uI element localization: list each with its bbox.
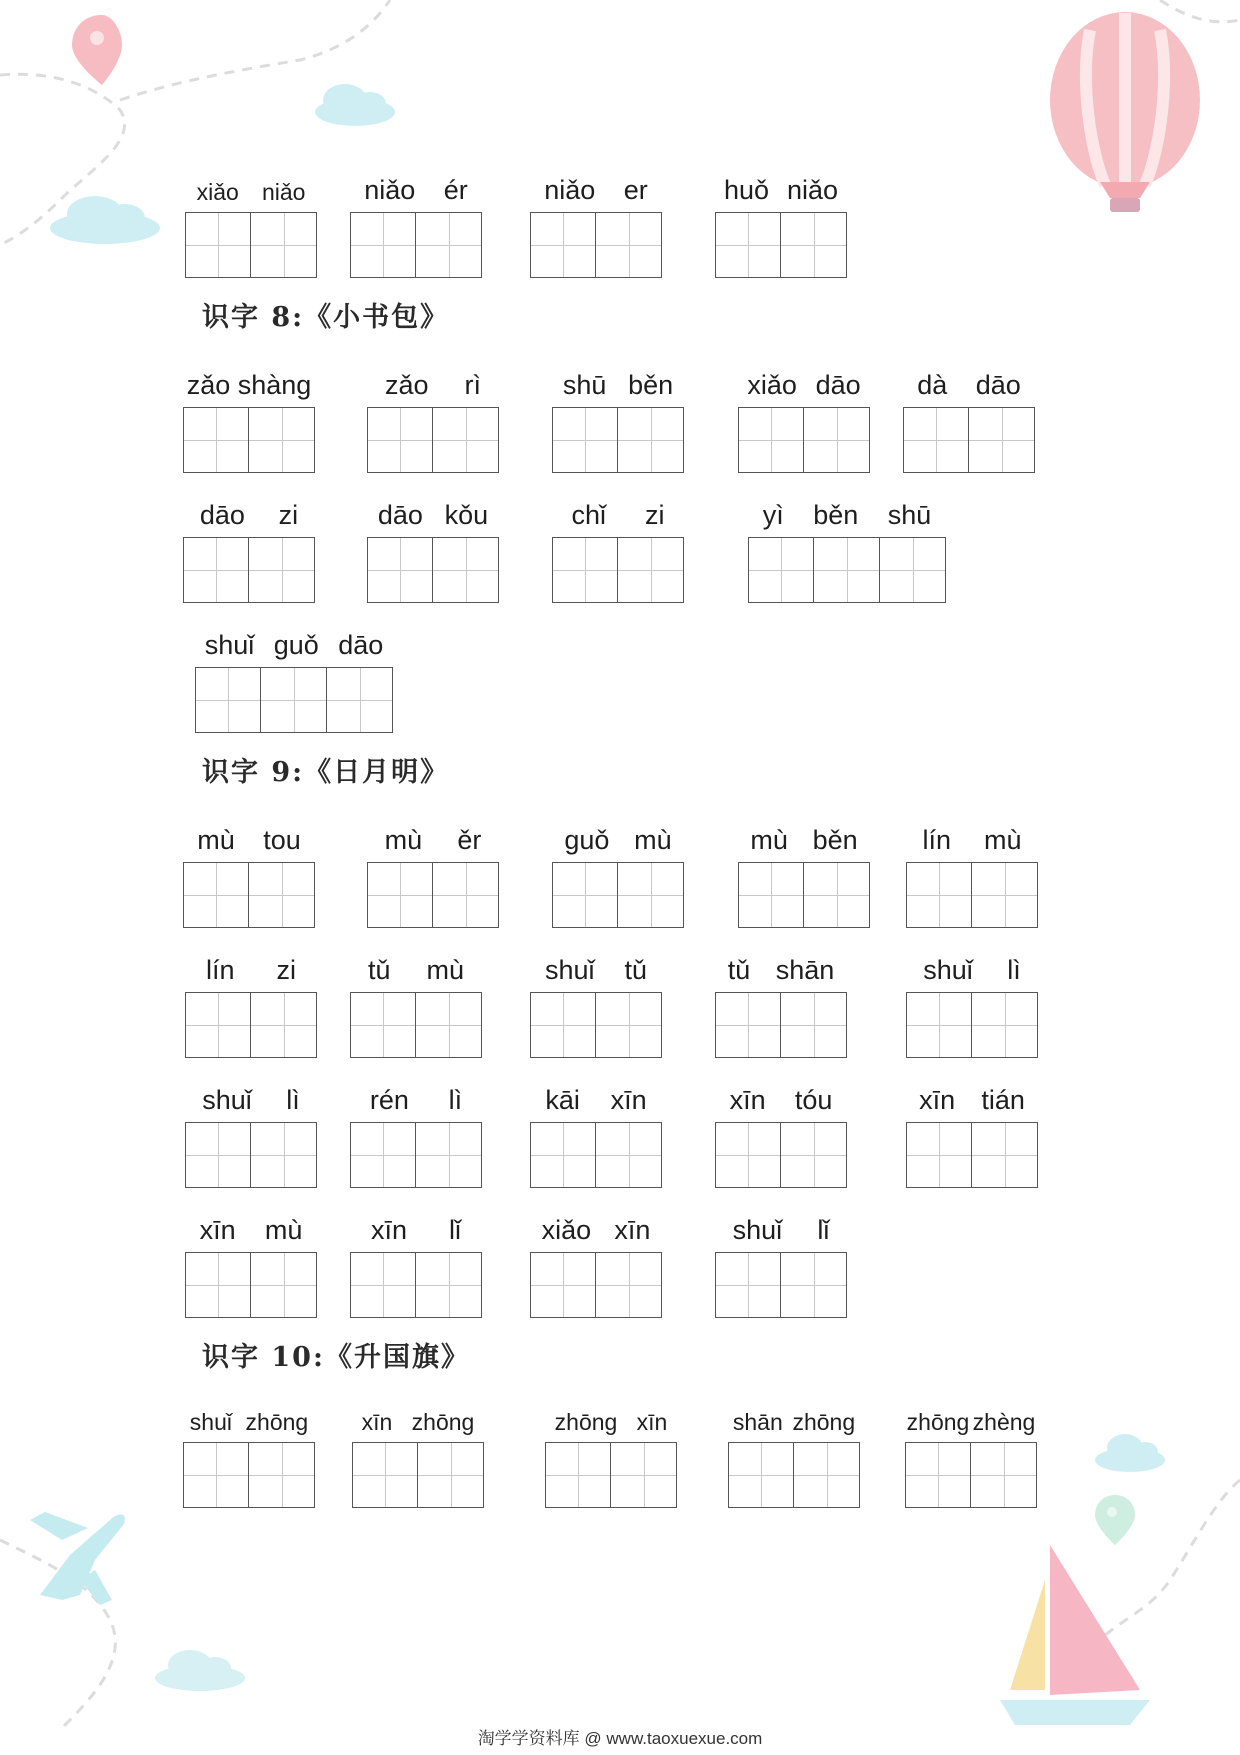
character-boxes — [545, 1442, 677, 1508]
pinyin-syllable: xīn — [610, 1085, 647, 1115]
character-boxes — [728, 1442, 860, 1508]
pinyin-syllable: zǎo — [186, 370, 231, 400]
word-item — [185, 1080, 317, 1190]
tianzige-writing-box[interactable] — [251, 1122, 317, 1188]
character-boxes — [185, 992, 317, 1058]
pinyin-syllable: ér — [443, 175, 468, 205]
tianzige-writing-box[interactable] — [814, 537, 880, 603]
word-item — [185, 170, 317, 280]
tianzige-writing-box[interactable] — [418, 1442, 484, 1508]
tianzige-writing-box[interactable] — [416, 1122, 482, 1188]
tianzige-writing-box[interactable] — [715, 992, 781, 1058]
word-item — [183, 1400, 315, 1510]
tianzige-writing-box[interactable] — [552, 537, 618, 603]
character-boxes — [183, 1442, 315, 1508]
pinyin-syllable: xīn — [199, 1215, 236, 1245]
word-item — [530, 170, 662, 280]
pinyin-syllable: tǔ — [624, 955, 648, 985]
tianzige-writing-box[interactable] — [905, 1442, 971, 1508]
word-item — [350, 170, 482, 280]
pinyin-row — [183, 820, 315, 856]
character-boxes — [552, 407, 684, 473]
cloud-icon — [1095, 1434, 1165, 1472]
tianzige-writing-box[interactable] — [596, 212, 662, 278]
tianzige-writing-box[interactable] — [350, 1252, 416, 1318]
pinyin-syllable: dāo — [815, 370, 861, 400]
pinyin-row — [552, 820, 684, 856]
character-boxes — [183, 407, 315, 473]
pinyin-syllable: dāo — [377, 500, 423, 530]
pinyin-syllable: er — [623, 175, 648, 205]
character-boxes — [552, 862, 684, 928]
tianzige-writing-box[interactable] — [903, 407, 969, 473]
tianzige-writing-box[interactable] — [183, 407, 249, 473]
pinyin-syllable: xīn — [370, 1215, 408, 1245]
pinyin-syllable: mù — [197, 825, 235, 855]
tianzige-writing-box[interactable] — [185, 212, 251, 278]
character-boxes — [715, 1122, 847, 1188]
pinyin-syllable: shuǐ — [189, 1409, 232, 1435]
character-boxes — [183, 537, 315, 603]
pinyin-syllable: niǎo — [364, 175, 416, 205]
character-boxes — [350, 212, 482, 278]
pinyin-syllable: lǐ — [817, 1215, 830, 1245]
pinyin-syllable: shū — [562, 370, 607, 400]
tianzige-writing-box[interactable] — [367, 862, 433, 928]
character-boxes — [530, 212, 662, 278]
location-pin-icon — [72, 15, 122, 85]
pinyin-syllable: lín — [922, 825, 952, 855]
tianzige-writing-box[interactable] — [416, 212, 482, 278]
pinyin-syllable: niǎo — [786, 175, 839, 205]
pinyin-syllable: dāo — [338, 630, 384, 660]
tianzige-writing-box[interactable] — [251, 1252, 317, 1318]
tianzige-writing-box[interactable] — [748, 537, 814, 603]
pinyin-syllable: dāo — [199, 500, 245, 530]
word-item — [183, 365, 315, 475]
pinyin-row — [185, 1080, 317, 1116]
character-boxes — [906, 862, 1038, 928]
word-item — [906, 1080, 1038, 1190]
pinyin-row — [185, 1210, 317, 1246]
tianzige-writing-box[interactable] — [552, 862, 618, 928]
pinyin-syllable: guǒ — [564, 825, 610, 855]
pinyin-syllable: mù — [750, 825, 788, 855]
section-title: 识字 10:《升国旗》 — [202, 1342, 470, 1373]
word-item — [352, 1400, 484, 1510]
tianzige-writing-box[interactable] — [715, 1122, 781, 1188]
tianzige-writing-box[interactable] — [781, 1252, 847, 1318]
word-item — [715, 1210, 847, 1320]
word-item — [185, 950, 317, 1060]
pinyin-syllable: lì — [1007, 955, 1021, 985]
pinyin-row — [530, 950, 662, 986]
pinyin-syllable: chǐ — [571, 500, 606, 530]
character-boxes — [183, 862, 315, 928]
pinyin-syllable: xīn — [361, 1409, 393, 1435]
character-boxes — [530, 992, 662, 1058]
airplane-icon — [30, 1512, 125, 1605]
pinyin-syllable: shān — [775, 955, 835, 985]
word-item — [530, 1210, 662, 1320]
dashed-path-top-right — [1160, 0, 1240, 22]
pinyin-row — [367, 820, 499, 856]
word-item — [552, 495, 684, 605]
character-boxes — [906, 992, 1038, 1058]
tianzige-writing-box[interactable] — [433, 862, 499, 928]
pinyin-row — [906, 1080, 1038, 1116]
pinyin-row — [738, 820, 870, 856]
pinyin-syllable: shuǐ — [544, 955, 595, 985]
cloud-icon — [50, 196, 160, 244]
pinyin-row — [728, 1400, 860, 1436]
pinyin-syllable: shuǐ — [923, 955, 973, 985]
pinyin-syllable: mù — [264, 1215, 303, 1245]
tianzige-writing-box[interactable] — [618, 407, 684, 473]
character-boxes — [350, 1122, 482, 1188]
word-item — [903, 365, 1035, 475]
tianzige-writing-box[interactable] — [804, 862, 870, 928]
pinyin-syllable: mù — [384, 825, 423, 855]
pinyin-syllable: mù — [426, 955, 464, 985]
pinyin-syllable: tǔ — [727, 955, 751, 985]
pinyin-row — [352, 1400, 484, 1436]
tianzige-writing-box[interactable] — [327, 667, 393, 733]
tianzige-writing-box[interactable] — [781, 212, 847, 278]
character-boxes — [903, 407, 1035, 473]
tianzige-writing-box[interactable] — [185, 1122, 251, 1188]
pinyin-syllable: zhōng — [411, 1409, 475, 1435]
pinyin-row — [530, 1210, 662, 1246]
character-boxes — [530, 1122, 662, 1188]
character-boxes — [906, 1122, 1038, 1188]
character-boxes — [715, 212, 847, 278]
pinyin-syllable: běn — [812, 825, 858, 855]
tianzige-writing-box[interactable] — [352, 1442, 418, 1508]
pinyin-row — [183, 1400, 315, 1436]
word-item — [738, 365, 870, 475]
pinyin-syllable: tóu — [794, 1085, 833, 1115]
character-boxes — [552, 537, 684, 603]
word-item — [367, 820, 499, 930]
character-boxes — [530, 1252, 662, 1318]
pinyin-syllable: mù — [634, 825, 672, 855]
character-boxes — [748, 537, 946, 603]
pinyin-syllable: xīn — [919, 1085, 956, 1115]
tianzige-writing-box[interactable] — [738, 407, 804, 473]
pinyin-row — [906, 820, 1038, 856]
section-title: 识字 9:《日月明》 — [202, 757, 450, 788]
pinyin-syllable: xīn — [636, 1409, 668, 1435]
tianzige-writing-box[interactable] — [781, 1122, 847, 1188]
pinyin-row — [185, 170, 317, 206]
pinyin-syllable: guǒ — [273, 630, 319, 660]
word-item — [715, 1080, 847, 1190]
character-boxes — [715, 992, 847, 1058]
tianzige-writing-box[interactable] — [545, 1442, 611, 1508]
word-item — [350, 950, 482, 1060]
word-item — [367, 365, 499, 475]
character-boxes — [738, 862, 870, 928]
sailboat-icon — [1000, 1545, 1150, 1725]
character-boxes — [185, 1122, 317, 1188]
character-boxes — [350, 992, 482, 1058]
tianzige-writing-box[interactable] — [728, 1442, 794, 1508]
pinyin-row — [748, 495, 946, 531]
pinyin-syllable: rì — [464, 370, 481, 400]
pinyin-row — [715, 1210, 847, 1246]
tianzige-writing-box[interactable] — [530, 212, 596, 278]
pinyin-row — [552, 365, 684, 401]
tianzige-writing-box[interactable] — [416, 992, 482, 1058]
pinyin-row — [738, 365, 870, 401]
character-boxes — [905, 1442, 1037, 1508]
pinyin-row — [195, 625, 393, 661]
pinyin-syllable: lín — [205, 955, 235, 985]
word-item — [715, 170, 847, 280]
pinyin-syllable: zǎo — [384, 370, 429, 400]
pinyin-syllable: zhōng — [906, 1409, 970, 1435]
pinyin-row — [545, 1400, 677, 1436]
character-boxes — [367, 537, 499, 603]
tianzige-writing-box[interactable] — [906, 1122, 972, 1188]
word-item — [905, 1400, 1037, 1510]
word-item — [738, 820, 870, 930]
tianzige-writing-box[interactable] — [596, 1252, 662, 1318]
tianzige-writing-box[interactable] — [433, 407, 499, 473]
tianzige-writing-box[interactable] — [195, 667, 261, 733]
tianzige-writing-box[interactable] — [185, 992, 251, 1058]
pinyin-syllable: shuǐ — [732, 1215, 783, 1245]
pinyin-row — [903, 365, 1035, 401]
word-item — [350, 1080, 482, 1190]
tianzige-writing-box[interactable] — [367, 407, 433, 473]
tianzige-writing-box[interactable] — [249, 407, 315, 473]
pinyin-syllable: rén — [369, 1085, 409, 1115]
word-item — [350, 1210, 482, 1320]
pinyin-row — [552, 495, 684, 531]
pinyin-syllable: huǒ — [723, 175, 770, 205]
pinyin-syllable: xīn — [614, 1215, 651, 1245]
pinyin-syllable: dà — [917, 370, 948, 400]
pinyin-row — [715, 170, 847, 206]
word-item — [183, 495, 315, 605]
pinyin-syllable: kāi — [545, 1085, 580, 1115]
character-boxes — [715, 1252, 847, 1318]
word-item — [728, 1400, 860, 1510]
word-item — [906, 820, 1038, 930]
pinyin-row — [905, 1400, 1037, 1436]
tianzige-writing-box[interactable] — [596, 992, 662, 1058]
pinyin-syllable: zi — [278, 500, 299, 530]
tianzige-writing-box[interactable] — [781, 992, 847, 1058]
pinyin-syllable: kǒu — [444, 500, 489, 530]
pinyin-syllable: shuǐ — [202, 1085, 252, 1115]
pinyin-row — [185, 950, 317, 986]
pinyin-syllable: xiǎo — [747, 370, 797, 400]
tianzige-writing-box[interactable] — [618, 537, 684, 603]
tianzige-writing-box[interactable] — [906, 992, 972, 1058]
section-title: 识字 8:《小书包》 — [202, 302, 450, 333]
pinyin-syllable: yì — [762, 500, 784, 530]
tianzige-writing-box[interactable] — [906, 862, 972, 928]
pinyin-syllable: xīn — [729, 1085, 766, 1115]
character-boxes — [185, 1252, 317, 1318]
dashed-path-bottom-left — [0, 1540, 115, 1730]
tianzige-writing-box[interactable] — [350, 1122, 416, 1188]
word-item — [552, 365, 684, 475]
character-boxes — [185, 212, 317, 278]
tianzige-writing-box[interactable] — [251, 212, 317, 278]
character-boxes — [195, 667, 393, 733]
pinyin-row — [530, 1080, 662, 1116]
pinyin-syllable: dāo — [975, 370, 1021, 400]
pinyin-row — [906, 950, 1038, 986]
tianzige-writing-box[interactable] — [183, 1442, 249, 1508]
pinyin-syllable: shān — [732, 1409, 783, 1435]
cloud-icon — [315, 84, 395, 126]
word-item — [530, 950, 662, 1060]
pinyin-row — [350, 950, 482, 986]
word-item — [185, 1210, 317, 1320]
tianzige-writing-box[interactable] — [249, 862, 315, 928]
pinyin-syllable: ěr — [457, 825, 482, 855]
character-boxes — [367, 862, 499, 928]
word-item — [367, 495, 499, 605]
pinyin-syllable: niǎo — [261, 179, 306, 205]
pinyin-row — [350, 170, 482, 206]
tianzige-writing-box[interactable] — [794, 1442, 860, 1508]
pinyin-syllable: běn — [813, 500, 859, 530]
character-boxes — [367, 407, 499, 473]
character-boxes — [350, 1252, 482, 1318]
pinyin-syllable: shuǐ — [204, 630, 255, 660]
pinyin-syllable: zhōng — [245, 1409, 309, 1435]
word-item — [748, 495, 946, 605]
pinyin-row — [350, 1210, 482, 1246]
pinyin-syllable: běn — [628, 370, 674, 400]
tianzige-writing-box[interactable] — [715, 1252, 781, 1318]
word-item — [530, 1080, 662, 1190]
pinyin-syllable: tǔ — [367, 955, 391, 985]
hot-air-balloon-icon — [1050, 12, 1200, 212]
tianzige-writing-box[interactable] — [611, 1442, 677, 1508]
pinyin-syllable: xiǎo — [541, 1215, 592, 1245]
tianzige-writing-box[interactable] — [249, 1442, 315, 1508]
location-pin-icon — [1095, 1495, 1135, 1545]
footer-watermark: 淘学学资料库 @ www.taoxuexue.com — [477, 1729, 763, 1748]
word-item — [906, 950, 1038, 1060]
pinyin-syllable: niǎo — [544, 175, 596, 205]
pinyin-row — [715, 1080, 847, 1116]
tianzige-writing-box[interactable] — [350, 992, 416, 1058]
pinyin-row — [530, 170, 662, 206]
tianzige-writing-box[interactable] — [183, 862, 249, 928]
pinyin-syllable: tián — [981, 1085, 1025, 1115]
pinyin-syllable: mù — [983, 825, 1022, 855]
tianzige-writing-box[interactable] — [530, 992, 596, 1058]
tianzige-writing-box[interactable] — [530, 1252, 596, 1318]
tianzige-writing-box[interactable] — [880, 537, 946, 603]
tianzige-writing-box[interactable] — [804, 407, 870, 473]
tianzige-writing-box[interactable] — [530, 1122, 596, 1188]
tianzige-writing-box[interactable] — [367, 537, 433, 603]
pinyin-syllable: zhōng — [792, 1409, 856, 1435]
pinyin-syllable: zhèng — [972, 1409, 1036, 1435]
tianzige-writing-box[interactable] — [185, 1252, 251, 1318]
pinyin-syllable: shū — [887, 500, 932, 530]
tianzige-writing-box[interactable] — [972, 1122, 1038, 1188]
word-item — [545, 1400, 677, 1510]
pinyin-syllable: zi — [644, 500, 665, 530]
tianzige-writing-box[interactable] — [433, 537, 499, 603]
pinyin-syllable: lǐ — [449, 1215, 461, 1245]
tianzige-writing-box[interactable] — [552, 407, 618, 473]
tianzige-writing-box[interactable] — [416, 1252, 482, 1318]
tianzige-writing-box[interactable] — [971, 1442, 1037, 1508]
word-item — [715, 950, 847, 1060]
dashed-path-bottom-right — [1100, 1480, 1240, 1640]
tianzige-writing-box[interactable] — [618, 862, 684, 928]
tianzige-writing-box[interactable] — [972, 992, 1038, 1058]
word-item — [195, 625, 393, 735]
pinyin-syllable: tou — [263, 825, 301, 855]
pinyin-row — [350, 1080, 482, 1116]
pinyin-syllable: xiǎo — [196, 179, 239, 205]
tianzige-writing-box[interactable] — [350, 212, 416, 278]
dashed-path-top — [120, 0, 390, 100]
tianzige-writing-box[interactable] — [972, 862, 1038, 928]
pinyin-row — [367, 495, 499, 531]
cloud-icon — [155, 1650, 245, 1691]
tianzige-writing-box[interactable] — [715, 212, 781, 278]
tianzige-writing-box[interactable] — [738, 862, 804, 928]
tianzige-writing-box[interactable] — [249, 537, 315, 603]
tianzige-writing-box[interactable] — [969, 407, 1035, 473]
pinyin-syllable: shàng — [237, 370, 312, 400]
word-item — [552, 820, 684, 930]
word-item — [183, 820, 315, 930]
pinyin-syllable: lì — [448, 1085, 463, 1115]
pinyin-row — [183, 495, 315, 531]
tianzige-writing-box[interactable] — [596, 1122, 662, 1188]
pinyin-syllable: zhōng — [554, 1409, 618, 1435]
pinyin-syllable: lì — [286, 1085, 300, 1115]
pinyin-row — [183, 365, 315, 401]
character-boxes — [352, 1442, 484, 1508]
character-boxes — [738, 407, 870, 473]
pinyin-row — [715, 950, 847, 986]
tianzige-writing-box[interactable] — [251, 992, 317, 1058]
pinyin-row — [367, 365, 499, 401]
dashed-path-top-left — [0, 74, 125, 245]
pinyin-syllable: zi — [276, 955, 296, 985]
tianzige-writing-box[interactable] — [183, 537, 249, 603]
tianzige-writing-box[interactable] — [261, 667, 327, 733]
